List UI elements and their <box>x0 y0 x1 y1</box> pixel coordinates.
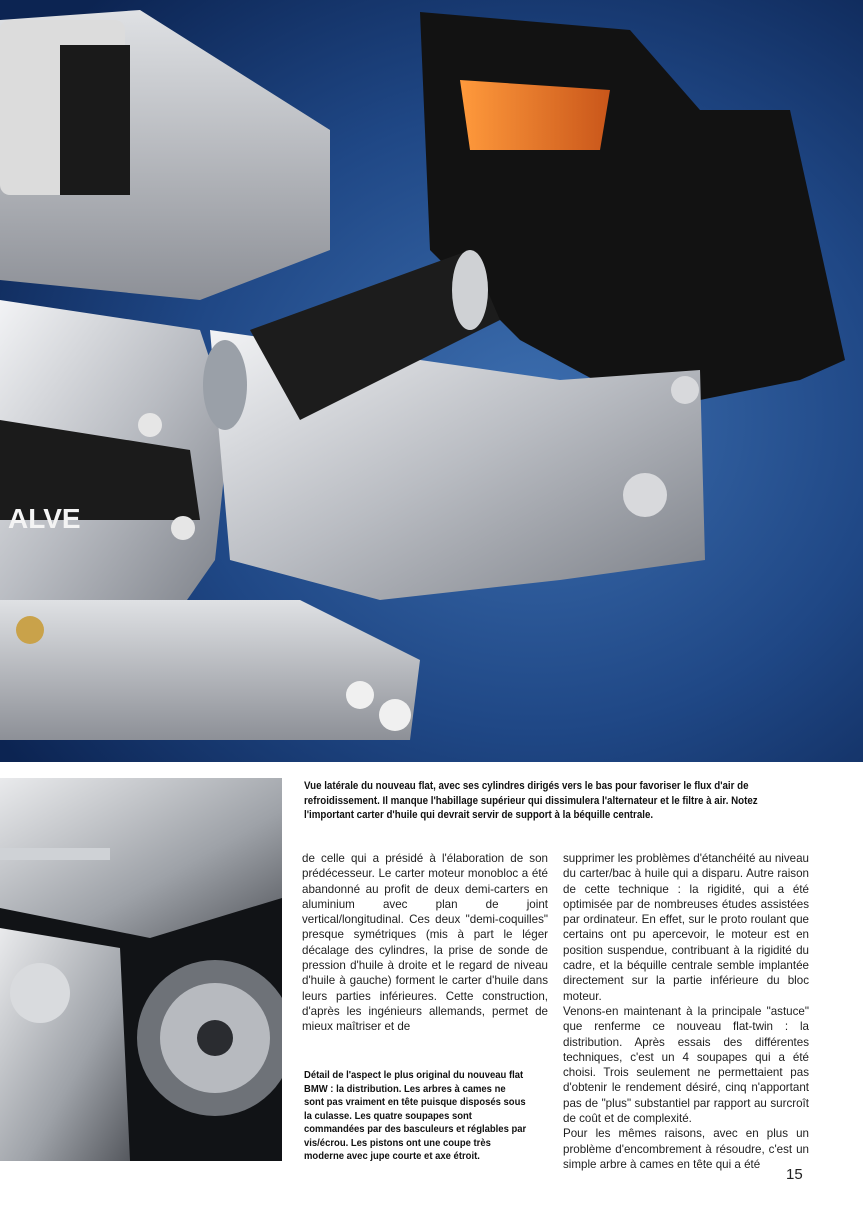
article-column-1 <box>302 851 548 1035</box>
photo-caption-top: Vue latérale du nouveau flat, avec ses cylindres dirigés vers le bas pour favoriser le flux d'air de refroidissement. Il manque l'habillage supérieur qui dissimulera l'alternateur et le filtre à air. Notez l'important carter d'huile qui devrait servir de support à la béquille centrale. <box>304 780 758 821</box>
article-paragraph: de celle qui a présidé à l'élaboration de son prédécesseur. Le carter moteur monobloc a été abandonné au profit de deux demi-carters en aluminium avec plan de joint vertical/longitudinal. Ces deux "demi-coquilles" presque symétriques (mis à part le léger décalage des cylindres, la prise de sonde de pression d'huile à droite et le regard de niveau d'huile à gauche) forment le carter d'huile dans leurs parties inférieures. Cette construction, d'après les ingénieurs allemands, permet de mieux maîtriser et de <box>302 852 548 1034</box>
article-column-2 <box>563 851 809 1172</box>
article-paragraph: Venons-en maintenant à la principale "astuce" que renferme ce nouveau flat-twin : la distribution. Après essais des différentes techniques, c'est un 4 soupapes qui a été choisi. Trois seulement ne permettaient pas d'obtenir le rendement désiré, cinq n'apportant pas de "plus" substantiel par rapport au surcroît de coût et de complexité. <box>563 1004 809 1126</box>
distribution-detail-photo <box>0 778 282 1161</box>
page-number: 15 <box>786 1166 803 1183</box>
article-paragraph: Pour les mêmes raisons, avec en plus un problème d'encombrement à résoudre, c'est un simple arbre à cames en tête qui a été <box>563 1127 809 1171</box>
valve-cover-logo: ALVE <box>8 503 81 534</box>
photo-caption-side: Détail de l'aspect le plus original du nouveau flat BMW : la distribution. Les arbres à cames ne sont pas vraiment en tête puisque disposés sous la culasse. Les quatre soupapes sont commandées par des basculeurs et réglables par vis/écrou. Les pistons ont une coupe très moderne avec jupe courte et axe étroit. <box>304 1070 527 1162</box>
article-paragraph: supprimer les problèmes d'étanchéité au niveau du carter/bac à huile qui a disparu. Autre raison de cette technique : la rigidité, qui a été optimisée par de nombreuses études assistées par ordinateur. En effet, sur le proto roulant que certains ont pu apercevoir, le moteur est en position suspendue, contribuant à la rigidité du cadre, et la béquille centrale semble implantée directement sur la partie inférieure du bloc moteur. <box>563 852 809 1003</box>
